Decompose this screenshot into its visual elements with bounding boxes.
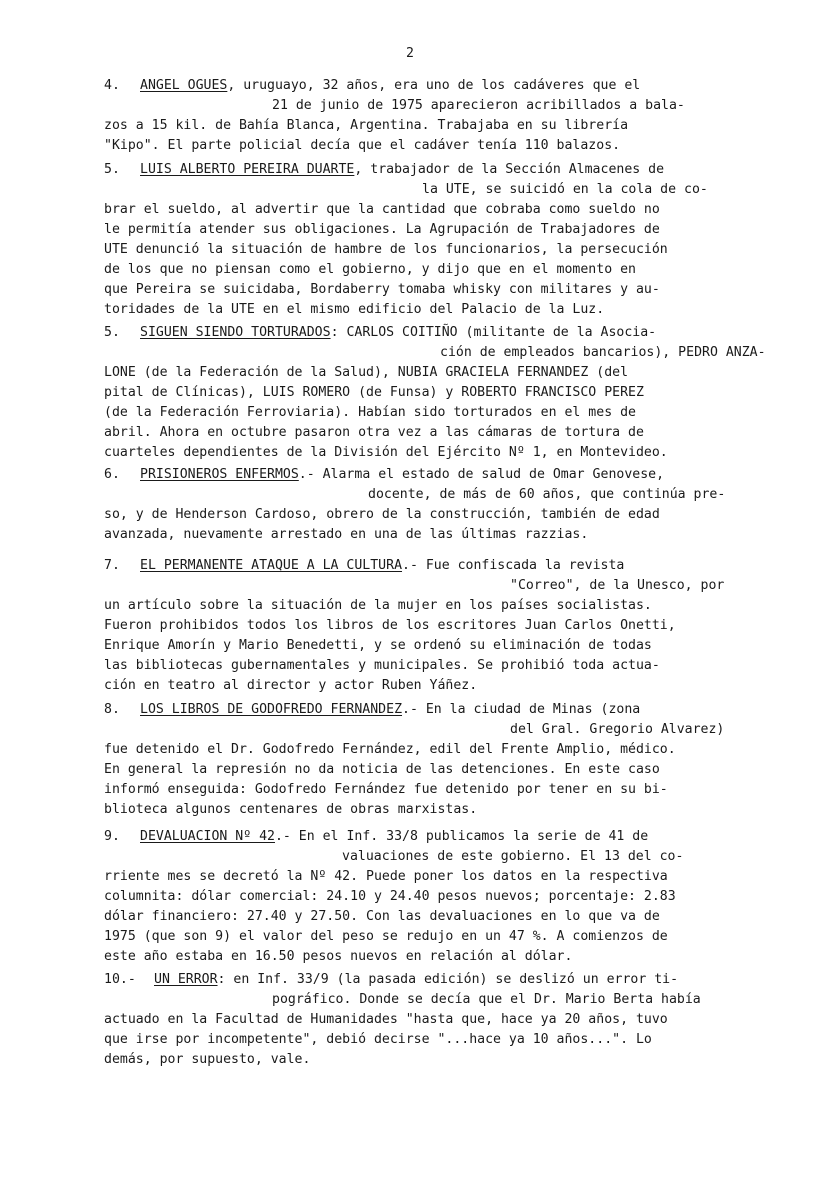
item-text-line: columnita: dólar comercial: 24.10 y 24.40 pesos nuevos; porcentaje: 2.83 [104, 889, 676, 904]
item-number: 5. [104, 325, 120, 340]
item-text-line: toridades de la UTE en el mismo edificio del Palacio de la Luz. [104, 302, 605, 317]
item-heading-text: : CARLOS COITIÑO (militante de la Asocia- [330, 325, 657, 340]
item-text-line: so, y de Henderson Cardoso, obrero de la construcción, también de edad [104, 507, 660, 522]
item-text-line: (de la Federación Ferroviaria). Habían sido torturados en el mes de [104, 405, 636, 420]
item-text-line: avanzada, nuevamente arrestado en una de las últimas razzias. [104, 527, 589, 542]
item-text-line: 21 de junio de 1975 aparecieron acribillados a bala- [272, 98, 685, 113]
item-heading-text: , uruguayo, 32 años, era uno de los cadáveres que el [227, 78, 641, 93]
item-text-line: En general la represión no da noticia de las detenciones. En este caso [104, 762, 660, 777]
item-number: 10.- [104, 972, 136, 987]
item-text-line: cuarteles dependientes de la División del Ejército Nº 1, en Montevideo. [104, 445, 668, 460]
item-title: DEVALUACION Nº 42 [140, 829, 275, 844]
item-heading [140, 559, 624, 572]
item-title: LUIS ALBERTO PEREIRA DUARTE [140, 162, 355, 177]
item-title: SIGUEN SIENDO TORTURADOS [140, 325, 331, 340]
item-text-line: del Gral. Gregorio Alvarez) [510, 722, 725, 737]
item-title: PRISIONEROS ENFERMOS [140, 467, 299, 482]
item-number: 5. [104, 162, 120, 177]
item-heading-text: .- Alarma el estado de salud de Omar Genovese, [298, 467, 665, 482]
item-text-line: blioteca algunos centenares de obras marxistas. [104, 802, 478, 817]
item-text-line: "Kipo". El parte policial decía que el cadáver tenía 110 balazos. [104, 138, 621, 153]
item-text-line: "Correo", de la Unesco, por [510, 578, 725, 593]
item-text-line: Enrique Amorín y Mario Benedetti, y se ordenó su eliminación de todas [104, 638, 652, 653]
item-heading [140, 830, 648, 843]
item-text-line: ción de empleados bancarios), PEDRO ANZA- [440, 345, 766, 360]
item-text-line: zos a 15 kil. de Bahía Blanca, Argentina. Trabajaba en su librería [104, 118, 629, 133]
item-heading [140, 326, 656, 339]
item-text-line: que Pereira se suicidaba, Bordaberry tomaba whisky con militares y au- [104, 282, 660, 297]
item-title: EL PERMANENTE ATAQUE A LA CULTURA [140, 558, 403, 573]
item-text-line: pográfico. Donde se decía que el Dr. Mario Berta había [272, 992, 701, 1007]
item-text-line: que irse por incompetente", debió decirse "...hace ya 10 años...". Lo [104, 1032, 652, 1047]
item-text-line: este año estaba en 16.50 pesos nuevos en relación al dólar. [104, 949, 573, 964]
item-text-line: informó enseguida: Godofredo Fernández fue detenido por tener en su bi- [104, 782, 668, 797]
item-text-line: UTE denunció la situación de hambre de los funcionarios, la persecución [104, 242, 668, 257]
item-heading [140, 163, 664, 176]
item-heading [140, 703, 640, 716]
item-text-line: docente, de más de 60 años, que continúa pre- [368, 487, 726, 502]
item-number: 7. [104, 558, 120, 573]
item-text-line: la UTE, se suicidó en la cola de co- [422, 182, 708, 197]
item-text-line: fue detenido el Dr. Godofredo Fernández, edil del Frente Amplio, médico. [104, 742, 676, 757]
page-number: 2 [406, 46, 414, 61]
item-text-line: le permitía atender sus obligaciones. La Agrupación de Trabajadores de [104, 222, 660, 237]
item-text-line: pital de Clínicas), LUIS ROMERO (de Funsa) y ROBERTO FRANCISCO PEREZ [104, 385, 644, 400]
item-text-line: Fueron prohibidos todos los libros de los escritores Juan Carlos Onetti, [104, 618, 676, 633]
item-text-line: abril. Ahora en octubre pasaron otra vez a las cámaras de tortura de [104, 425, 644, 440]
item-text-line: rriente mes se decretó la Nº 42. Puede poner los datos en la respectiva [104, 869, 668, 884]
item-text-line: valuaciones de este gobierno. El 13 del co- [342, 849, 684, 864]
item-number: 9. [104, 829, 120, 844]
item-text-line: un artículo sobre la situación de la mujer en los países socialistas. [104, 598, 652, 613]
item-number: 6. [104, 467, 120, 482]
item-title: LOS LIBROS DE GODOFREDO FERNANDEZ [140, 702, 403, 717]
item-number: 4. [104, 78, 120, 93]
item-text-line: LONE (de la Federación de la Salud), NUBIA GRACIELA FERNANDEZ (del [104, 365, 629, 380]
item-text-line: ción en teatro al director y actor Ruben Yáñez. [104, 678, 478, 693]
item-title: UN ERROR [154, 972, 218, 987]
item-text-line: actuado en la Facultad de Humanidades "hasta que, hace ya 20 años, tuvo [104, 1012, 668, 1027]
item-text-line: brar el sueldo, al advertir que la cantidad que cobraba como sueldo no [104, 202, 660, 217]
item-heading [140, 468, 664, 481]
item-heading-text: , trabajador de la Sección Almacenes de [354, 162, 665, 177]
item-text-line: las bibliotecas gubernamentales y municipales. Se prohibió toda actua- [104, 658, 660, 673]
item-text-line: demás, por supuesto, vale. [104, 1052, 311, 1067]
item-heading-text: .- En la ciudad de Minas (zona [402, 702, 641, 717]
item-title: ANGEL OGUES [140, 78, 228, 93]
item-text-line: 1975 (que son 9) el valor del peso se redujo en un 47 %. A comienzos de [104, 929, 668, 944]
item-number: 8. [104, 702, 120, 717]
item-heading-text: .- Fue confiscada la revista [402, 558, 625, 573]
item-text-line: dólar financiero: 27.40 y 27.50. Con las devaluaciones en lo que va de [104, 909, 660, 924]
item-heading [154, 973, 678, 986]
item-text-line: de los que no piensan como el gobierno, y dijo que en el momento en [104, 262, 636, 277]
item-heading-text: .- En el Inf. 33/8 publicamos la serie de 41 de [274, 829, 649, 844]
item-heading-text: : en Inf. 33/9 (la pasada edición) se deslizó un error ti- [217, 972, 679, 987]
item-heading [140, 79, 640, 92]
